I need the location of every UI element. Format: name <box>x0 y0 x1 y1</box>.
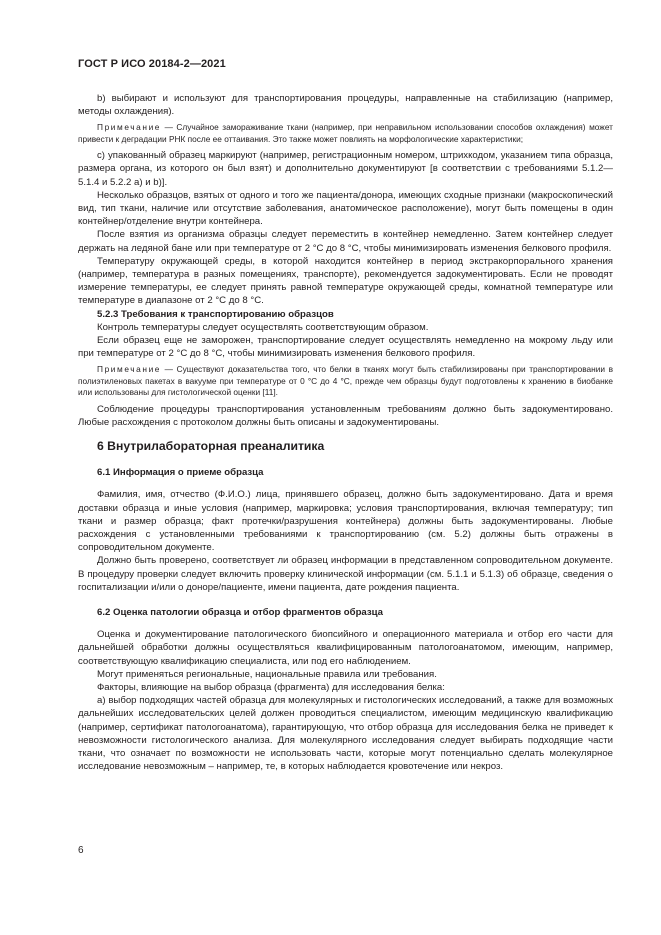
paragraph-ambient-temperature: Температуру окружающей среды, в которой находится контейнер в период экстракорпорального хранения (например, температура в разных помещениях, транспорте), рекомендуется задокументировать. Если не проводят измерение температуры, ее следует принять равной температуре окружающей среды, комнатной температуре или температуре в диапазоне от 2 °С до 8 °С. <box>78 255 613 307</box>
paragraph-rules: Могут применяться региональные, национальные правила или требования. <box>97 668 437 680</box>
paragraph-evaluation: Оценка и документирование патологического биопсийного и операционного материала и отбор его части для дальнейшей обработки должны осуществляться квалифицированным патологоанатомом, имеющим, например, соответствующую квалификацию специалиста, или под его наблюдением. <box>78 629 613 667</box>
section-heading-6-1: 6.1 Информация о приеме образца <box>97 467 264 479</box>
note-2-text: — Существуют доказательства того, что белки в тканях могут быть стабилизированы при транспортировании в полиэтиленовых пакетах в вакууме при температуре от 0 °С до 4 °С, прежде чем образцы будут подготовлены к хранению в биобанке или использованы для гистологической оценки [11]. <box>78 364 613 398</box>
note-1-label: Примечание <box>97 122 162 133</box>
note-1-text: — Случайное замораживание ткани (например, при неправильном использовании способов охлаждения) может привести к деградации РНК после ее оттаивания. Это также может повлиять на морфологические характеристики; <box>78 122 613 144</box>
page-content <box>78 92 613 773</box>
paragraph-verification: Должно быть проверено, соответствует ли образец информации в представленном сопроводительном документе. В процедуру проверки следует включить проверку клинической информации (см. 5.1.1 и 5.1.3) об образце, сведения о госпитализации и/или о доноре/пациенте, имени пациента, дате рождения пациента. <box>78 555 613 593</box>
paragraph-compliance: Соблюдение процедуры транспортирования установленным требованиям должно быть задокументировано. Любые расхождения с протоколом должны быть описаны и задокументированы. <box>78 403 613 428</box>
page-number: 6 <box>78 845 84 856</box>
paragraph-a: а) выбор подходящих частей образца для молекулярных и гистологических исследований, а также для возможных дальнейших исследовательских целей должен проводиться специалистом, имеющим медицинскую квалификацию (например, сертификат патологоанатома), гарантирующую, что отбор образца для исследования белка не приведет к невозможности гистологического анализа. Для молекулярного исследования следует выбирать подходящие части ткани, что означает по возможности не использовать части, которые могут потенциально сделать молекулярное исследование невозможным – например, те, в которых наблюдается кровотечение или некроз. <box>78 695 613 773</box>
document-header: ГОСТ Р ИСО 20184-2—2021 <box>78 58 226 70</box>
note-2-label: Примечание <box>97 364 162 375</box>
paragraph-receiver-name: Фамилия, имя, отчество (Ф.И.О.) лица, принявшего образец, должно быть задокументировано. Дата и время доставки образца и иные условия (например, маркировка; условия транспортирования, включая температуру; тип ткани и размер образца; факт протечки/разрушения контейнера) должны быть задокументированы. Любые расхождения с установленными требованиями к транспортированию (см. 5.2) должны быть отражены в сопроводительном документе. <box>78 489 613 554</box>
note-1 <box>78 122 613 145</box>
section-heading-6-2: 6.2 Оценка патологии образца и отбор фрагментов образца <box>97 606 384 618</box>
paragraph-not-frozen: Если образец еще не заморожен, транспортирование следует осуществлять немедленно на мокрому льду или при температуре от 2 °С до 8 °С, чтобы минимизировать изменения белкового профиля. <box>78 335 613 360</box>
paragraph-several-samples: Несколько образцов, взятых от одного и того же пациента/донора, имеющих сходные признаки (макроскопический вид, тип ткани, наличие или отсутствие заболевания, анатомическое расположение), могут быть помещены в один контейнер/отделение внутри контейнера. <box>78 189 613 228</box>
paragraph-after-collection: После взятия из организма образцы следует переместить в контейнер немедленно. Затем контейнер следует держать на ледяной бане или при температуре от 2 °С до 8 °С, чтобы минимизировать изменения белкового профиля. <box>78 229 613 254</box>
note-2 <box>78 364 613 398</box>
paragraph-factors: Факторы, влияющие на выбор образца (фрагмента) для исследования белка: <box>97 681 445 693</box>
section-heading-5-2-3: 5.2.3 Требования к транспортированию образцов <box>97 308 334 320</box>
paragraph-temperature-control: Контроль температуры следует осуществлять соответствующим образом. <box>97 321 429 333</box>
section-heading-6: 6 Внутрилабораторная преаналитика <box>97 439 325 454</box>
paragraph-c: c) упакованный образец маркируют (например, регистрационным номером, штрихкодом, указанием типа образца, размера органа, из которого он был взят) и дополнительно документируют [в соответствии с требованиями 5.1.2—5.1.4 и 5.2.2 а) и b)]. <box>78 150 613 188</box>
paragraph-b: b) выбирают и используют для транспортирования процедуры, направленные на стабилизацию (например, методы охлаждения). <box>78 93 613 118</box>
